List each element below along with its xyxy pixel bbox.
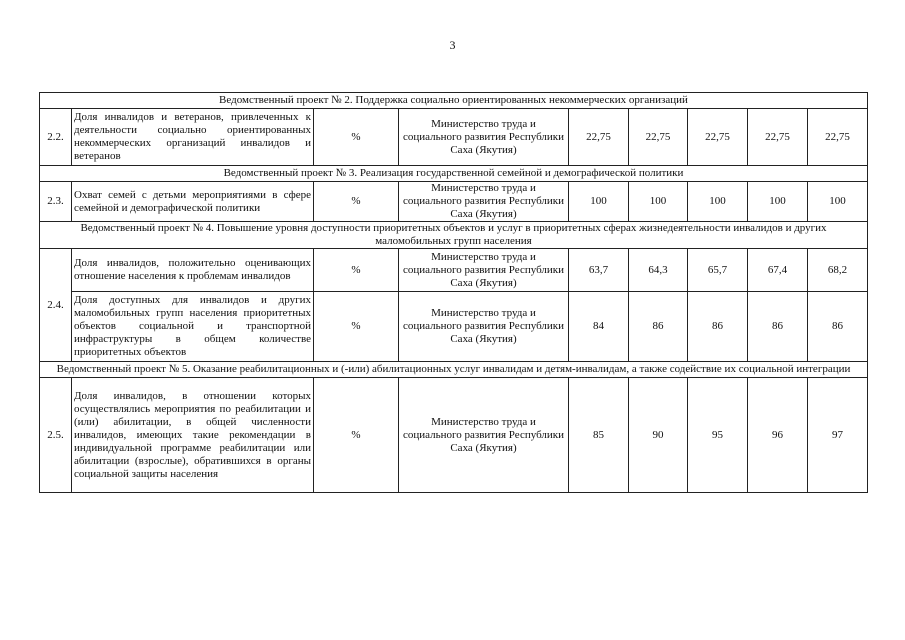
value-cell: 63,7 [569,249,629,292]
page-number: 3 [449,38,456,52]
value-cell: 100 [688,182,748,222]
value-cell: 22,75 [748,109,808,166]
value-cell: 85 [569,378,629,493]
value-cell: 22,75 [629,109,688,166]
value-cell: 100 [629,182,688,222]
indicator-name: Охват семей с детьми мероприятиями в сфере семейной и демографической политики [72,182,314,222]
indicators-table [39,92,868,493]
indicator-name: Доля доступных для инвалидов и других маломобильных групп населения приоритетных объектов социальной и транспортной инфраструктуры в общем количестве приоритетных объектов [72,292,314,362]
value-cell: 22,75 [808,109,868,166]
indicator-name: Доля инвалидов, в отношении которых осуществлялись мероприятия по реабилитации и (или) абилитации, в общей численности инвалидов, имеющих такие рекомендации в индивидуальной программе реабилитации или абилитации (взрослые), обратившихся в органы социальной защиты населения [72,378,314,493]
section-title: Ведомственный проект № 2. Поддержка социально ориентированных некоммерческих организаций [40,93,868,109]
responsible-cell: Министерство труда и социального развития Республики Саха (Якутия) [399,249,569,292]
indicator-name: Доля инвалидов, положительно оценивающих отношение населения к проблемам инвалидов [72,249,314,292]
table-row [40,249,868,292]
section-header-row [40,166,868,182]
table-row [40,378,868,493]
responsible-cell: Министерство труда и социального развития Республики Саха (Якутия) [399,109,569,166]
unit-cell: % [314,292,399,362]
value-cell: 68,2 [808,249,868,292]
value-cell: 22,75 [688,109,748,166]
value-cell: 22,75 [569,109,629,166]
value-cell: 64,3 [629,249,688,292]
value-cell: 86 [748,292,808,362]
value-cell: 86 [688,292,748,362]
table-row [40,292,868,362]
table-row [40,182,868,222]
section-title: Ведомственный проект № 4. Повышение уровня доступности приоритетных объектов и услуг в приоритетных сферах жизнедеятельности инвалидов и других маломобильных групп населения [40,222,868,249]
section-header-row [40,93,868,109]
unit-cell: % [314,182,399,222]
value-cell: 65,7 [688,249,748,292]
indicator-name: Доля инвалидов и ветеранов, привлеченных к деятельности социально ориентированных некоммерческих организаций инвалидов и ветеранов [72,109,314,166]
unit-cell: % [314,378,399,493]
value-cell: 86 [629,292,688,362]
section-header-row [40,222,868,249]
responsible-cell: Министерство труда и социального развития Республики Саха (Якутия) [399,292,569,362]
value-cell: 90 [629,378,688,493]
value-cell: 100 [748,182,808,222]
row-number: 2.3. [40,182,72,222]
row-number: 2.4. [40,249,72,362]
value-cell: 96 [748,378,808,493]
responsible-cell: Министерство труда и социального развития Республики Саха (Якутия) [399,378,569,493]
value-cell: 86 [808,292,868,362]
value-cell: 100 [569,182,629,222]
value-cell: 84 [569,292,629,362]
value-cell: 95 [688,378,748,493]
value-cell: 67,4 [748,249,808,292]
unit-cell: % [314,249,399,292]
row-number: 2.2. [40,109,72,166]
section-title: Ведомственный проект № 3. Реализация государственной семейной и демографической политики [40,166,868,182]
responsible-cell: Министерство труда и социального развития Республики Саха (Якутия) [399,182,569,222]
section-header-row [40,362,868,378]
row-number: 2.5. [40,378,72,493]
section-title: Ведомственный проект № 5. Оказание реабилитационных и (-или) абилитационных услуг инвалидам и детям-инвалидам, а также содействие их социальной интеграции [40,362,868,378]
value-cell: 97 [808,378,868,493]
table-row [40,109,868,166]
value-cell: 100 [808,182,868,222]
unit-cell: % [314,109,399,166]
